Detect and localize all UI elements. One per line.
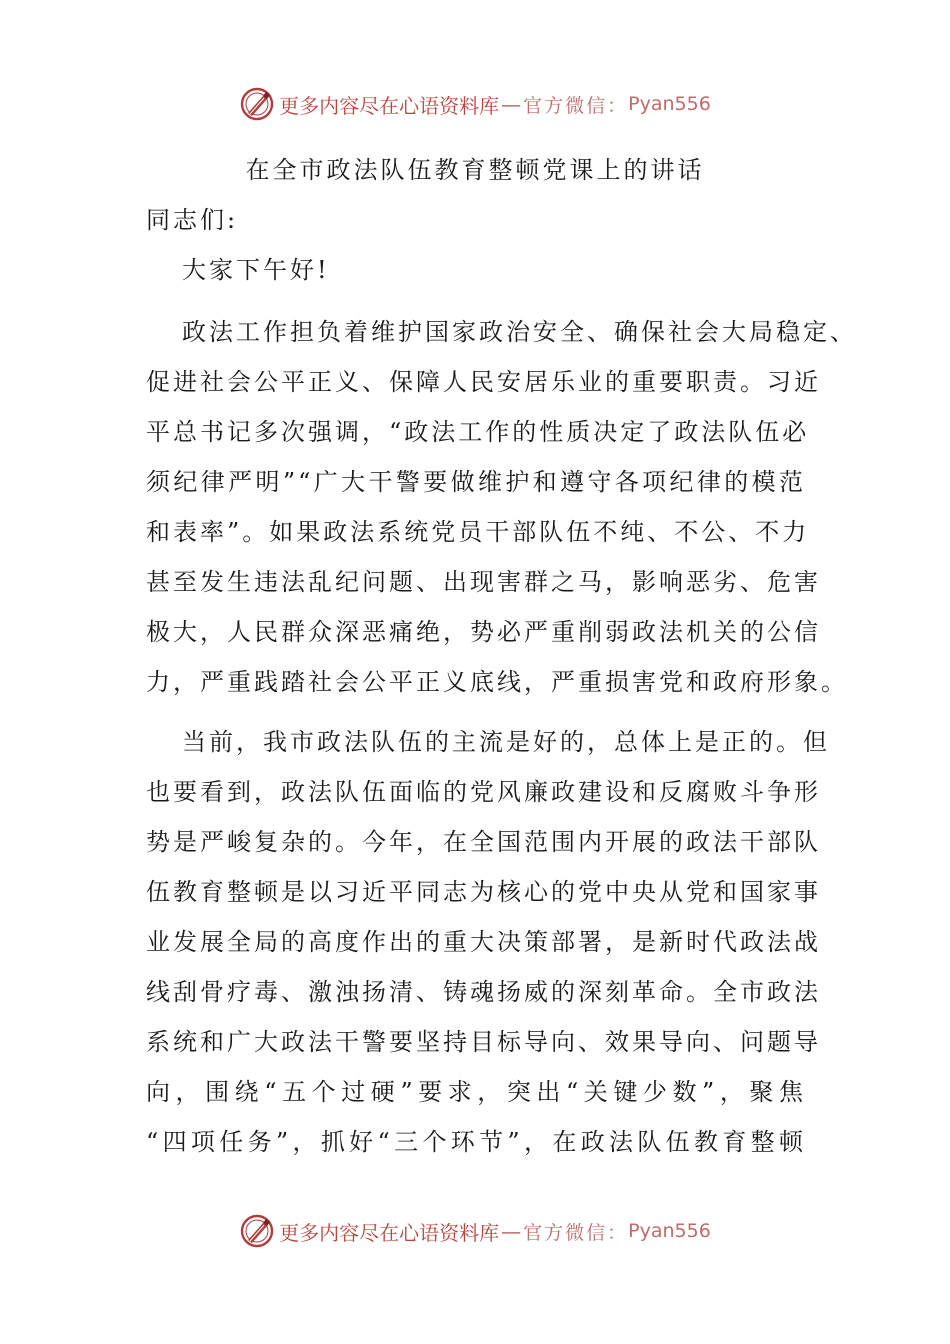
paragraph-line: 须纪律严明”“广大干警要做维护和遵守各项纪律的模范 bbox=[146, 468, 806, 496]
paragraph-line: 线刮骨疗毒、激浊扬清、铸魂扬威的深刻革命。全市政法 bbox=[146, 978, 821, 1006]
paragraph-line: 力，严重践踏社会公平正义底线，严重损害党和政府形象。 bbox=[146, 668, 848, 696]
paragraph-line: 甚至发生违法乱纪问题、出现害群之马，影响恶劣、危害 bbox=[146, 568, 821, 596]
salutation: 同志们: bbox=[146, 206, 239, 234]
body-paragraph bbox=[146, 717, 830, 1167]
watermark-separator: — bbox=[501, 1219, 522, 1243]
paragraph-line: 系统和广大政法干警要坚持目标导向、效果导向、问题导 bbox=[146, 1028, 821, 1056]
paragraph-line: 势是严峻复杂的。今年，在全国范围内开展的政法干部队 bbox=[146, 828, 821, 856]
paragraph-line: “四项任务”，抓好“三个环节”，在政法队伍教育整顿 bbox=[146, 1128, 806, 1156]
header-watermark bbox=[0, 84, 950, 124]
watermark-site-name: 更多内容尽在心语资料库 bbox=[279, 1220, 500, 1245]
footer-watermark bbox=[0, 1211, 950, 1251]
greeting: 大家下午好! bbox=[182, 256, 330, 284]
paragraph-line: 促进社会公平正义、保障人民安居乐业的重要职责。习近 bbox=[146, 368, 821, 396]
watermark-separator: — bbox=[501, 92, 522, 116]
watermark-wechat-label: 官方微信： bbox=[523, 94, 629, 117]
paragraph-line: 极大，人民群众深恶痛绝，势必严重削弱政法机关的公信 bbox=[146, 618, 821, 646]
paragraph-line: 向，围绕“五个过硬”要求，突出“关键少数”，聚焦 bbox=[146, 1078, 806, 1106]
pen-nib-logo-icon bbox=[239, 86, 275, 122]
watermark-site-name: 更多内容尽在心语资料库 bbox=[279, 93, 500, 118]
paragraph-line: 也要看到，政法队伍面临的党风廉政建设和反腐败斗争形 bbox=[146, 778, 821, 806]
paragraph-line: 和表率”。如果政法系统党员干部队伍不纯、不公、不力 bbox=[146, 518, 810, 546]
watermark-wechat-id: Pyan556 bbox=[628, 1220, 711, 1242]
body-paragraph bbox=[146, 307, 857, 707]
paragraph-line: 当前，我市政法队伍的主流是好的，总体上是正的。但 bbox=[182, 728, 830, 756]
paragraph-line: 平总书记多次强调，“政法工作的性质决定了政法队伍必 bbox=[146, 418, 810, 446]
paragraph-line: 政法工作担负着维护国家政治安全、确保社会大局稳定、 bbox=[182, 318, 857, 346]
watermark-wechat-id: Pyan556 bbox=[628, 93, 711, 115]
watermark-wechat-label: 官方微信： bbox=[523, 1221, 629, 1244]
paragraph-line: 业发展全局的高度作出的重大决策部署，是新时代政法战 bbox=[146, 928, 821, 956]
pen-nib-logo-icon bbox=[239, 1213, 275, 1249]
document-title: 在全市政法队伍教育整顿党课上的讲话 bbox=[245, 156, 705, 184]
paragraph-line: 伍教育整顿是以习近平同志为核心的党中央从党和国家事 bbox=[146, 878, 821, 906]
